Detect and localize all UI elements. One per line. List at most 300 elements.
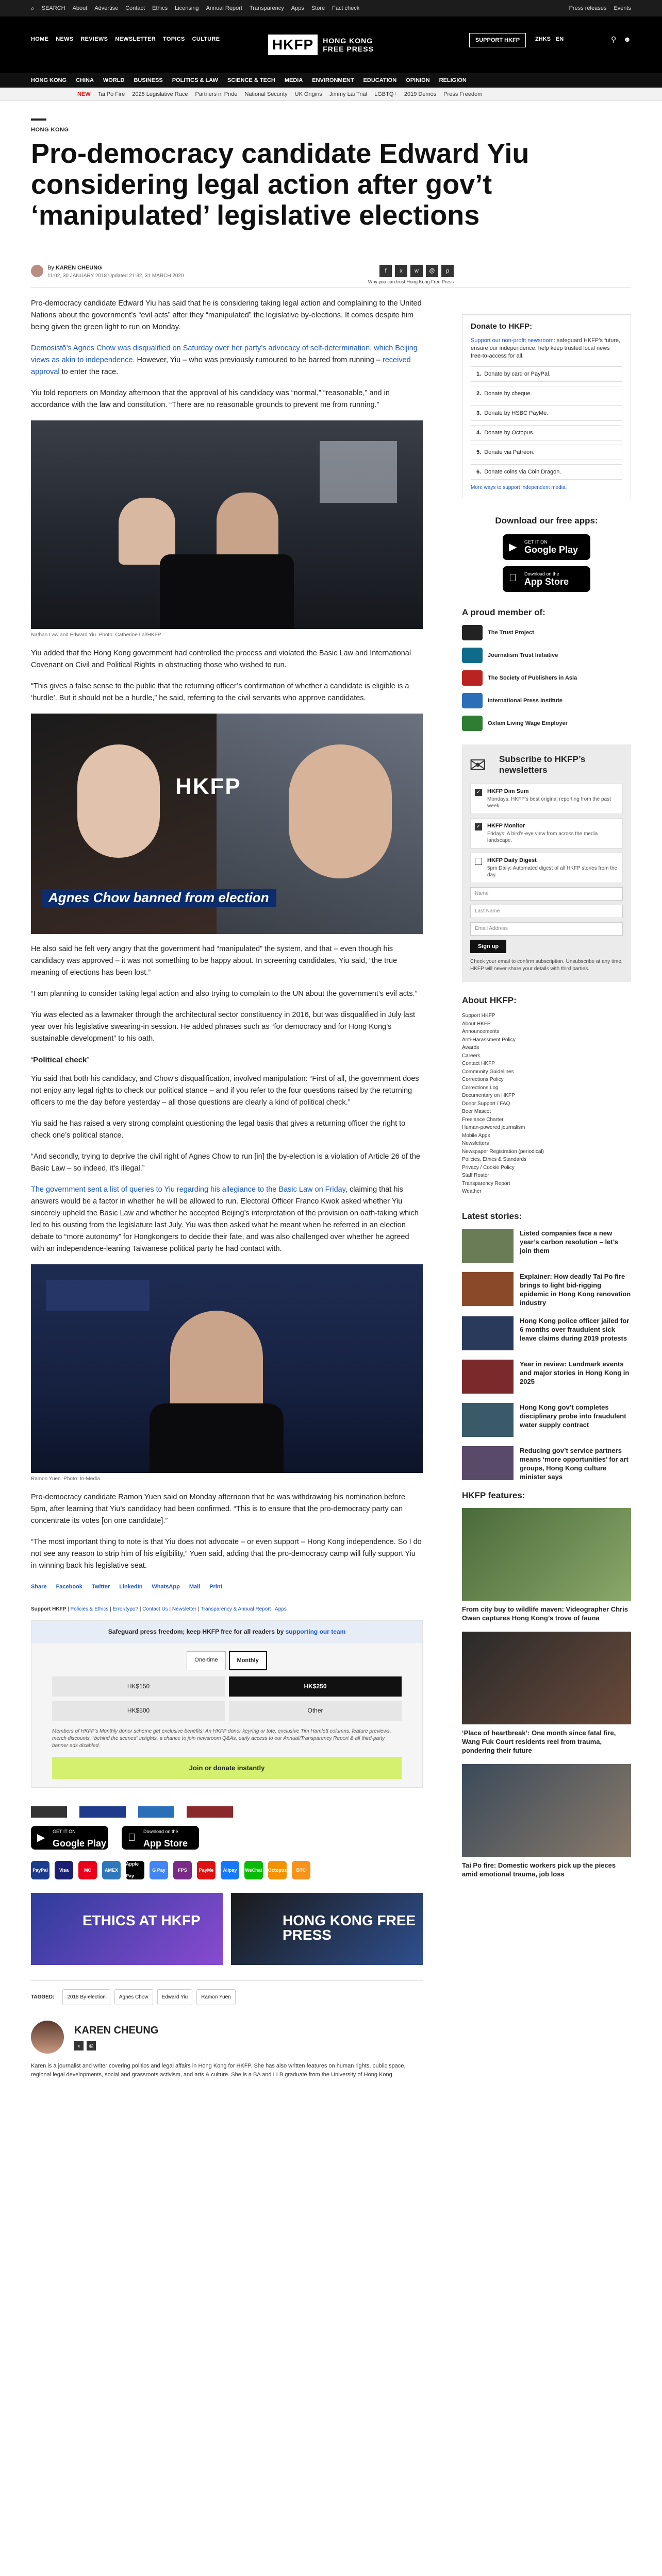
member-logo xyxy=(79,1806,126,1818)
newsletter-name: HKFP Monitor xyxy=(487,823,525,829)
header-icons xyxy=(611,35,631,44)
inline-link[interactable]: Demosistō’s Agnes Chow was disqualified on Saturday xyxy=(31,344,215,352)
share-link[interactable]: LinkedIn xyxy=(119,1584,143,1590)
about-link[interactable]: Staff Roster xyxy=(462,1173,489,1178)
paragraph: Yiu told reporters on Monday afternoon that the approval of his candidacy was “normal,” “reasonable,” and in accordance with the law and constitution. “There are no reasonable grounds to prevent me from running.” xyxy=(31,389,390,409)
story-title[interactable]: Year in review: Landmark events and major stories in Hong Kong in 2025 xyxy=(520,1360,630,1385)
trending-link[interactable]: UK Origins xyxy=(294,91,322,97)
envelope-icon: ✉ xyxy=(469,754,487,777)
paragraph: Pro-democracy candidate Ramon Yuen said on Monday afternoon that he was withdrawing his nomination before 5pm, after learning that Yiu’s candidacy had been confirmed. “This is to ensure that the pro-democracy party can concentrate its votes [on one candidate].” xyxy=(31,1493,405,1525)
google-play-button[interactable]: ▶ GET IT ON Google Play xyxy=(503,534,590,560)
about-link[interactable]: Donor Support / FAQ xyxy=(462,1100,510,1107)
about-links xyxy=(462,1012,631,1196)
main-nav-item[interactable]: CHINA xyxy=(76,77,94,83)
paragraph: Yiu said that both his candidacy, and Chow’s disqualification, involved manipulation: “First of all, the government does not enjoy any legal rights to check our political stance – and if you refer to the four questions raised by the returning officers to me the day before yesterday – all those questions are clearly a kind of political check.” xyxy=(31,1075,419,1107)
latest-story[interactable] xyxy=(462,1316,631,1350)
latest-story[interactable] xyxy=(462,1229,631,1263)
author-name[interactable]: KAREN CHEUNG xyxy=(55,265,102,271)
donate-option[interactable] xyxy=(471,405,622,421)
about-link[interactable]: Mobile Apps xyxy=(462,1132,490,1139)
features-list xyxy=(462,1508,631,1878)
utility-links-right xyxy=(569,0,631,16)
apps-box xyxy=(462,513,631,595)
about-link[interactable]: Freelance Charter xyxy=(462,1116,504,1123)
trending-link[interactable]: Tai Po Fire xyxy=(97,91,125,97)
inline-link[interactable]: The government sent a list of queries to Yiu regarding his allegiance to the Basic Law on Friday xyxy=(31,1185,345,1194)
about-link[interactable]: About HKFP xyxy=(462,1021,491,1027)
print-icon[interactable]: p xyxy=(441,265,454,277)
trending-link[interactable]: 2025 Legislative Race xyxy=(132,91,188,97)
member-item[interactable] xyxy=(462,693,631,708)
member-item[interactable] xyxy=(462,625,631,640)
paragraph: He also said he felt very angry that the government had “manipulated” the system, and that – even though his candidacy was approved – it was not something to be happy about. In screening candidates, Yiu said, “the true meaning of elections has been lost.” xyxy=(31,945,398,977)
amount-options xyxy=(52,1676,402,1721)
by-prefix: By xyxy=(47,265,54,271)
donate-option-label: Donate by Octopus. xyxy=(484,430,535,436)
author-bio: Karen is a journalist and writer covering politics and legal affairs in Hong Kong for HKFP. She has also written features on human rights, public space, regional legal developments, social and grassroots activism, and arts & culture. She is a BA and LLB graduate from the University of Hong Kong. xyxy=(31,2063,406,2078)
more-ways-link[interactable]: More ways to support independent media. xyxy=(471,485,567,490)
tag-chip[interactable]: Ramon Yuen xyxy=(196,1989,236,2005)
newsletter-signup xyxy=(462,744,631,982)
utility-link[interactable]: Fact check xyxy=(332,5,360,11)
feature-image[interactable] xyxy=(462,1764,631,1857)
story-title[interactable]: Hong Kong police officer jailed for 6 months over fraudulent sick leave claims during 2019 protests xyxy=(520,1316,630,1342)
share-link[interactable]: Share xyxy=(31,1584,47,1590)
latest-list xyxy=(462,1229,631,1481)
mail-icon[interactable]: @ xyxy=(426,265,438,277)
payment-method: Visa xyxy=(55,1861,73,1879)
about-link[interactable]: Announcements xyxy=(462,1029,500,1035)
newsletter-option[interactable] xyxy=(470,784,623,814)
latest-stories xyxy=(462,1211,631,1481)
logo-mark: HKFP xyxy=(268,35,318,55)
main-nav-item[interactable]: ENVIRONMENT xyxy=(312,77,354,83)
share-link[interactable]: Mail xyxy=(189,1584,201,1590)
donation-widget xyxy=(31,1620,423,1788)
paragraph: Demosistō’s Agnes Chow was disqualified on Saturday over her party’s advocacy of self-determination, which Beijing views as akin to independence. However, Yiu – who was previously rumoured to be barred from running – received approval to enter the race. xyxy=(31,344,418,376)
story-title[interactable]: Reducing gov’t service partners means ‘more opportunities’ for art groups, Hong Kong culture minister says xyxy=(520,1446,628,1481)
embedded-video[interactable] xyxy=(31,714,423,934)
author-box xyxy=(31,2021,423,2108)
payment-method: G Pay xyxy=(150,1861,168,1879)
about-box xyxy=(462,995,631,1196)
nonprofit-link[interactable]: Support our non-profit newsroom xyxy=(471,337,554,344)
about-link[interactable]: Human-powered journalism xyxy=(462,1125,525,1130)
story-thumbnail[interactable] xyxy=(462,1446,514,1480)
search-icon[interactable]: ⚲ xyxy=(611,35,617,43)
newsletter-desc: 5pm Daily: Automated digest of all HKFP stories from the day. xyxy=(487,866,618,878)
member-name: The Society of Publishers in Asia xyxy=(488,675,577,681)
support-hkfp-button[interactable]: SUPPORT HKFP xyxy=(469,33,526,47)
twitter-icon[interactable]: x xyxy=(395,265,407,277)
main-nav-item[interactable]: HONG KONG xyxy=(31,77,67,83)
donate-option[interactable] xyxy=(471,464,622,480)
member-logo xyxy=(462,648,483,663)
story-thumbnail[interactable] xyxy=(462,1272,514,1306)
header-nav-item[interactable]: TOPICS xyxy=(163,36,185,42)
donate-option-label: Donate via Patreon. xyxy=(484,449,535,455)
donor-benefits-note: Members of HKFP’s Monthly donor scheme get exclusive benefits: An HKFP donor keyring or tote, exclusive Tim Hamlett columns, feature previews, merch discounts, “behind the scenes” insights, a chance to join newsroom Q&As, early access to our Annual/Transparency Report & all third-party banner ads disabled. xyxy=(52,1728,391,1749)
utility-link[interactable]: Events xyxy=(614,5,631,11)
main-nav xyxy=(0,73,662,88)
donate-option[interactable] xyxy=(471,386,622,401)
subheading: ‘Political check’ xyxy=(31,1056,89,1064)
utility-link[interactable]: Press releases xyxy=(569,5,607,11)
about-link[interactable]: Newsletters xyxy=(462,1141,489,1146)
payment-method: Alipay xyxy=(221,1861,239,1879)
article-photo xyxy=(31,420,423,629)
inline-link[interactable]: over her party’s advocacy of self-determination, which Beijing views as akin to independence xyxy=(31,344,418,364)
promo-banners xyxy=(31,1893,423,1965)
header-nav-left xyxy=(31,36,220,42)
paragraph: The government sent a list of queries to Yiu regarding his allegiance to the Basic Law on Friday, claiming that his answers would be a factor in whether he will be allowed to run. Electoral Officer Franco Kwok asked whether Yiu sincerely upheld the Basic Law and whether he accepted Beijing’s interpretation of the provision on oath-taking which led to his ousting from the legislature last July. Yiu was then asked what he meant when he referred in an election debate to “more autonomy” for Hongkongers to decide their fate, and was also challenged over whether he agreed with an independence-leaning Taiwanese political party he had contact with. xyxy=(31,1185,419,1253)
utility-link[interactable]: About xyxy=(72,5,88,11)
story-title[interactable]: Listed companies face a new year’s carbon resolution – let’s join them xyxy=(520,1229,618,1255)
about-link[interactable]: Documentary on HKFP xyxy=(462,1093,515,1098)
paragraph: “This gives a false sense to the public that the returning officer’s confirmation of whether a candidate is eligible is a ‘hurdle’. But it should not be a hurdle,” he said, referring to the civil servants who approve candidates. xyxy=(31,682,409,702)
feature-title[interactable]: From city buy to wildlife maven: Videographer Chris Owen captures Hong Kong’s trove of fauna xyxy=(462,1605,628,1622)
signup-button[interactable]: Sign up xyxy=(470,940,506,953)
article-body xyxy=(31,298,423,2108)
header-nav-item[interactable]: NEWS xyxy=(56,36,74,42)
trending-bar xyxy=(0,88,662,101)
header-nav-item[interactable]: CULTURE xyxy=(192,36,220,42)
article-tags xyxy=(31,1980,423,2005)
article-photo xyxy=(31,1264,423,1473)
paragraph: “The most important thing to note is that Yiu does not advocate – or even support – Hong Kong independence. So I do not see any reason to strip him of his eligibility,” Yuen said, adding that the pro-democracy camp will fully support Yiu in winning back his legislative seat. xyxy=(31,1538,422,1570)
header-nav-item[interactable]: REVIEWS xyxy=(80,36,108,42)
main-nav-item[interactable]: BUSINESS xyxy=(134,77,163,83)
newsletter-option[interactable] xyxy=(470,818,623,849)
tag-chip[interactable]: Edward Yiu xyxy=(157,1989,193,2005)
donate-option[interactable] xyxy=(471,425,622,440)
about-link[interactable]: Weather xyxy=(462,1189,482,1194)
video-brand: HKFP xyxy=(175,774,241,799)
donate-option-label: Donate coins via Coin Dragon. xyxy=(484,469,561,475)
member-logo xyxy=(187,1806,233,1818)
facebook-icon[interactable]: f xyxy=(379,265,392,277)
google-play-icon: ▶ xyxy=(37,1832,45,1843)
donate-title: Donate to HKFP: xyxy=(471,322,533,331)
payment-method: MC xyxy=(78,1861,97,1879)
author-avatar[interactable] xyxy=(31,265,43,277)
member-logo xyxy=(138,1806,174,1818)
utility-link[interactable]: Licensing xyxy=(175,5,199,11)
paragraph: Yiu added that the Hong Kong government had controlled the process and violated the Basic Law and International Covenant on Civil and Political Rights in obstructing those who wished to run. xyxy=(31,649,411,669)
byline xyxy=(31,263,454,283)
payment-method: FPS xyxy=(173,1861,192,1879)
subscribe-title: Subscribe to HKFP’s newsletters xyxy=(499,754,586,775)
utility-link[interactable]: Annual Report xyxy=(206,5,242,11)
payment-methods xyxy=(31,1861,423,1879)
trending-link[interactable]: Press Freedom xyxy=(443,91,483,97)
photo-caption: Nathan Law and Edward Yiu. Photo: Catherine Lai/HKFP. xyxy=(31,632,162,638)
member-logo xyxy=(31,1806,67,1818)
article-figure xyxy=(31,1264,423,1482)
support-link[interactable]: Contact Us xyxy=(142,1606,168,1612)
member-of-list xyxy=(462,607,631,731)
newsletter-checkbox[interactable]: ✓ xyxy=(475,789,482,796)
donate-option[interactable] xyxy=(471,445,622,460)
signup-input[interactable]: Email Address xyxy=(470,922,623,936)
member-name: International Press Institute xyxy=(488,698,562,704)
payment-method: BTC xyxy=(292,1861,310,1879)
header-nav-item[interactable]: HOME xyxy=(31,36,49,42)
support-link[interactable]: Apps xyxy=(275,1606,287,1612)
inline-link[interactable]: received approval xyxy=(31,356,411,376)
donate-text: Support our non-profit newsroom: safeguard HKFP’s future, ensure our independence, help keep trusted local news free-to-access for all. xyxy=(471,337,621,359)
utility-link[interactable]: SEARCH xyxy=(41,5,65,11)
story-thumbnail[interactable] xyxy=(462,1316,514,1350)
support-team-link[interactable]: supporting our team xyxy=(285,1628,346,1635)
member-logo xyxy=(462,716,483,731)
trust-note[interactable]: Why you can trust Hong Kong Free Press xyxy=(368,279,454,284)
dateline: 11:02, 30 JANUARY 2018 Updated 21:32, 31 MARCH 2020 xyxy=(47,273,184,279)
latest-story[interactable] xyxy=(462,1272,631,1307)
trending-link[interactable]: National Security xyxy=(244,91,288,97)
donate-option-number: 4. xyxy=(476,430,482,436)
member-logo xyxy=(462,625,483,640)
share-icons xyxy=(379,265,454,277)
frequency-option[interactable]: One-time xyxy=(187,1651,225,1670)
utility-link[interactable]: Store xyxy=(311,5,325,11)
payment-method: PayPal xyxy=(31,1861,49,1879)
member-name: The Trust Project xyxy=(488,630,534,636)
latest-story[interactable] xyxy=(462,1446,631,1481)
about-link[interactable]: Careers xyxy=(462,1053,481,1059)
share-link[interactable]: Facebook xyxy=(56,1584,82,1590)
donate-option-number: 6. xyxy=(476,469,482,475)
donate-option-number: 1. xyxy=(476,371,482,377)
donate-option-label: Donate by HSBC PayMe. xyxy=(484,410,549,416)
feature-image[interactable] xyxy=(462,1508,631,1601)
signup-fine-print: Check your email to confirm subscription. Unsubscribe at any time. HKFP will never share your details with third parties. xyxy=(470,959,623,972)
google-play-button[interactable]: ▶ GET IT ON Google Play xyxy=(31,1826,108,1850)
paragraph: Pro-democracy candidate Edward Yiu has said that he is considering taking legal action and complaining to the United Nations about the government’s “evil acts” after they “manipulated” the legislative by-elections. It comes despite him being given the green light to run on Monday. xyxy=(31,299,422,331)
feature-item[interactable] xyxy=(462,1508,631,1622)
about-link[interactable]: Beer Mascot xyxy=(462,1109,491,1114)
member-logo xyxy=(462,670,483,686)
frequency-toggle xyxy=(31,1651,422,1670)
utility-link[interactable]: Advertise xyxy=(94,5,119,11)
member-name: Oxfam Living Wage Employer xyxy=(488,720,568,726)
utility-link[interactable]: Apps xyxy=(291,5,304,11)
amount-option[interactable]: HK$150 xyxy=(52,1676,225,1697)
latest-story[interactable] xyxy=(462,1360,631,1394)
hkfp-promo[interactable]: HONG KONG FREE PRESS xyxy=(231,1893,423,1965)
donate-option-number: 5. xyxy=(476,449,482,455)
donate-option-label: Donate by card or PayPal. xyxy=(484,371,551,377)
share-link[interactable]: Print xyxy=(209,1584,223,1590)
tag-chip[interactable]: 2018 By-election xyxy=(62,1989,110,2005)
utility-link[interactable]: Transparency xyxy=(249,5,284,11)
new-badge: NEW xyxy=(77,91,91,97)
member-item[interactable] xyxy=(462,648,631,663)
apps-title: Download our free apps: xyxy=(495,516,598,526)
utility-link[interactable]: Contact xyxy=(125,5,145,11)
newsletter-name: HKFP Daily Digest xyxy=(487,857,537,863)
search-icon[interactable]: ⌕ xyxy=(31,4,35,12)
account-icon[interactable]: ☻ xyxy=(623,35,631,43)
app-store-row xyxy=(31,1826,423,1850)
newsletter-checkbox[interactable] xyxy=(475,858,482,865)
main-nav-items xyxy=(31,73,467,88)
about-link[interactable]: Community Guidelines xyxy=(462,1069,514,1075)
support-links: Support HKFP | Policies & Ethics | Error/typo? | Contact Us | Newsletter | Transparency & Annual Report | Apps xyxy=(31,1606,287,1612)
author-photo[interactable] xyxy=(31,2021,64,2054)
ethics-promo[interactable]: ETHICS AT HKFP xyxy=(31,1893,223,1965)
language-switcher xyxy=(535,36,564,42)
latest-title: Latest stories: xyxy=(462,1211,522,1221)
about-link[interactable]: Support HKFP xyxy=(462,1013,495,1019)
member-title: A proud member of: xyxy=(462,607,545,617)
google-play-icon: ▶ xyxy=(509,541,517,553)
newsletter-desc: Mondays: HKFP’s best original reporting from the past week. xyxy=(487,796,611,809)
donate-box xyxy=(462,314,631,499)
feature-item[interactable] xyxy=(462,1764,631,1878)
paragraph: Yiu was elected as a lawmaker through the architectural sector constituency in 2016, but was disqualified in July last year over his legislative swearing-in session. He added phrases such as “for democracy and for Hong Kong’s sustainable development” to his oath. xyxy=(31,1011,415,1043)
about-link[interactable]: Privacy / Cookie Policy xyxy=(462,1164,515,1171)
category-kicker[interactable]: HONG KONG xyxy=(31,127,69,133)
donate-option[interactable] xyxy=(471,366,622,382)
share-links xyxy=(31,1581,423,1593)
main-nav-item[interactable]: WORLD xyxy=(103,77,125,83)
newsletter-name: HKFP Dim Sum xyxy=(487,788,529,794)
app-store-button[interactable]: Download on the App Store xyxy=(503,566,590,592)
twitter-icon[interactable]: x xyxy=(74,2041,84,2050)
features-title: HKFP features: xyxy=(462,1490,525,1500)
photo-caption: Ramon Yuen. Photo: In-Media. xyxy=(31,1476,102,1482)
about-link[interactable]: Policies, Ethics & Standards xyxy=(462,1157,527,1162)
whatsapp-icon[interactable]: w xyxy=(410,265,423,277)
donate-option-number: 2. xyxy=(476,391,482,397)
paragraph: Yiu said he has raised a very strong complaint questioning the legal basis that gives a returning officer the right to check one’s political stance. xyxy=(31,1120,406,1140)
donate-option-number: 3. xyxy=(476,410,482,416)
signup-fields xyxy=(470,887,623,936)
divider xyxy=(31,287,631,288)
header-nav-item[interactable]: NEWSLETTER xyxy=(115,36,156,42)
article-figure xyxy=(31,420,423,638)
about-link[interactable]: Awards xyxy=(462,1045,479,1050)
site-logo[interactable] xyxy=(268,31,394,59)
feature-title[interactable]: Tai Po fire: Domestic workers pick up the pieces amid emotional trauma, job loss xyxy=(462,1861,616,1878)
story-thumbnail[interactable] xyxy=(462,1360,514,1394)
trending-link[interactable]: Jimmy Lai Trial xyxy=(329,91,368,97)
donation-header: Safeguard press freedom; keep HKFP free for all readers by supporting our team xyxy=(31,1621,422,1643)
feature-item[interactable] xyxy=(462,1632,631,1755)
signup-input[interactable]: Name xyxy=(470,887,623,901)
newsletter-option[interactable] xyxy=(470,853,623,883)
main-nav-item[interactable]: POLITICS & LAW xyxy=(172,77,218,83)
author-line xyxy=(47,265,102,271)
donate-options xyxy=(471,366,622,480)
main-nav-item[interactable]: SCIENCE & TECH xyxy=(227,77,275,83)
utility-links xyxy=(31,0,359,16)
share-link[interactable]: Twitter xyxy=(91,1584,110,1590)
member-logos-row xyxy=(31,1806,423,1818)
video-title: Agnes Chow banned from election xyxy=(41,889,276,907)
apple-icon xyxy=(128,1832,136,1844)
payment-method: AMEX xyxy=(102,1861,121,1879)
support-lead[interactable]: Support HKFP xyxy=(31,1606,67,1612)
main-nav-item[interactable]: OPINION xyxy=(406,77,430,83)
language-option[interactable]: ZHKS xyxy=(535,36,551,42)
mail-icon[interactable]: @ xyxy=(87,2041,96,2050)
support-link[interactable]: Error/typo? xyxy=(112,1606,139,1612)
video-thumbnail[interactable] xyxy=(31,714,423,934)
about-link[interactable]: Newspaper Registration (periodical) xyxy=(462,1148,544,1155)
tags-label: TAGGED: xyxy=(31,1994,55,2000)
member-item[interactable] xyxy=(462,670,631,686)
logo-text: HONG KONG FREE PRESS xyxy=(323,37,374,53)
main-nav-item[interactable]: EDUCATION xyxy=(363,77,397,83)
amount-option[interactable]: Other xyxy=(229,1701,402,1721)
member-logo xyxy=(462,693,483,708)
payment-method: Apple Pay xyxy=(126,1861,144,1879)
amount-option[interactable]: HK$500 xyxy=(52,1701,225,1721)
about-link[interactable]: Corrections Log xyxy=(462,1084,499,1091)
tag-chip[interactable]: Agnes Chow xyxy=(114,1989,153,2005)
language-option[interactable]: EN xyxy=(555,36,564,42)
site-header xyxy=(0,16,662,73)
story-title[interactable]: Hong Kong gov’t completes disciplinary probe into fraudulent water supply contract xyxy=(520,1403,626,1429)
apple-icon xyxy=(509,572,517,584)
support-link[interactable]: Policies & Ethics xyxy=(70,1606,109,1612)
app-store-button[interactable]: Download on the App Store xyxy=(122,1826,199,1850)
trending-link[interactable]: Partners in Pride xyxy=(195,91,238,97)
amount-option[interactable]: HK$250 xyxy=(229,1676,402,1697)
donate-button[interactable]: Join or donate instantly xyxy=(52,1757,402,1779)
newsletter-checkbox[interactable]: ✓ xyxy=(475,823,482,831)
newsletter-options xyxy=(470,784,623,883)
hkfp-features xyxy=(462,1490,631,1878)
payment-method: PayMe xyxy=(197,1861,216,1879)
feature-title[interactable]: ‘Place of heartbreak’: One month since fatal fire, Wang Fuk Court residents reel from trauma, pondering their future xyxy=(462,1728,616,1754)
member-name: Journalism Trust Initiative xyxy=(488,652,558,658)
author-box-name[interactable]: KAREN CHEUNG xyxy=(74,2025,159,2036)
story-thumbnail[interactable] xyxy=(462,1403,514,1437)
sidebar xyxy=(462,314,631,1888)
payment-method: WeChat xyxy=(244,1861,263,1879)
support-link[interactable]: Transparency & Annual Report xyxy=(201,1606,271,1612)
share-link[interactable]: WhatsApp xyxy=(152,1584,180,1590)
support-link[interactable]: Newsletter xyxy=(172,1606,197,1612)
about-link[interactable]: Contact HKFP xyxy=(462,1061,495,1066)
latest-story[interactable] xyxy=(462,1403,631,1437)
paragraph: “I am planning to consider taking legal action and also trying to complain to the UN about the government’s evil acts.” xyxy=(31,990,418,998)
article-title: Pro-democracy candidate Edward Yiu considering legal action after gov’t ‘manipulated’ legislative elections xyxy=(31,138,529,231)
donate-option-label: Donate by cheque. xyxy=(484,391,532,397)
utility-link[interactable]: Ethics xyxy=(152,5,168,11)
paragraph: “And secondly, trying to deprive the civil right of Agnes Chow to run [in] the by-election is a violation of Article 26 of the Basic Law – so indeed, it’s illegal.” xyxy=(31,1153,420,1173)
frequency-option[interactable]: Monthly xyxy=(229,1651,267,1670)
story-thumbnail[interactable] xyxy=(462,1229,514,1263)
about-link[interactable]: Transparency Report xyxy=(462,1180,510,1187)
utility-bar xyxy=(0,0,662,16)
main-nav-item[interactable]: RELIGION xyxy=(439,77,467,83)
about-link[interactable]: Corrections Policy xyxy=(462,1077,504,1082)
feature-image[interactable] xyxy=(462,1632,631,1724)
member-item[interactable] xyxy=(462,716,631,731)
trending-link[interactable]: LGBTQ+ xyxy=(374,91,397,97)
about-title: About HKFP: xyxy=(462,995,517,1005)
about-link[interactable]: Anti-Harassment Policy xyxy=(462,1037,516,1043)
signup-input[interactable]: Last Name xyxy=(470,905,623,918)
trending-link[interactable]: 2019 Demos xyxy=(404,91,437,97)
story-title[interactable]: Explainer: How deadly Tai Po fire brings to light bid-rigging epidemic in Hong Kong renovation industry xyxy=(520,1272,631,1307)
main-nav-item[interactable]: MEDIA xyxy=(284,77,303,83)
trending-items xyxy=(77,88,482,101)
